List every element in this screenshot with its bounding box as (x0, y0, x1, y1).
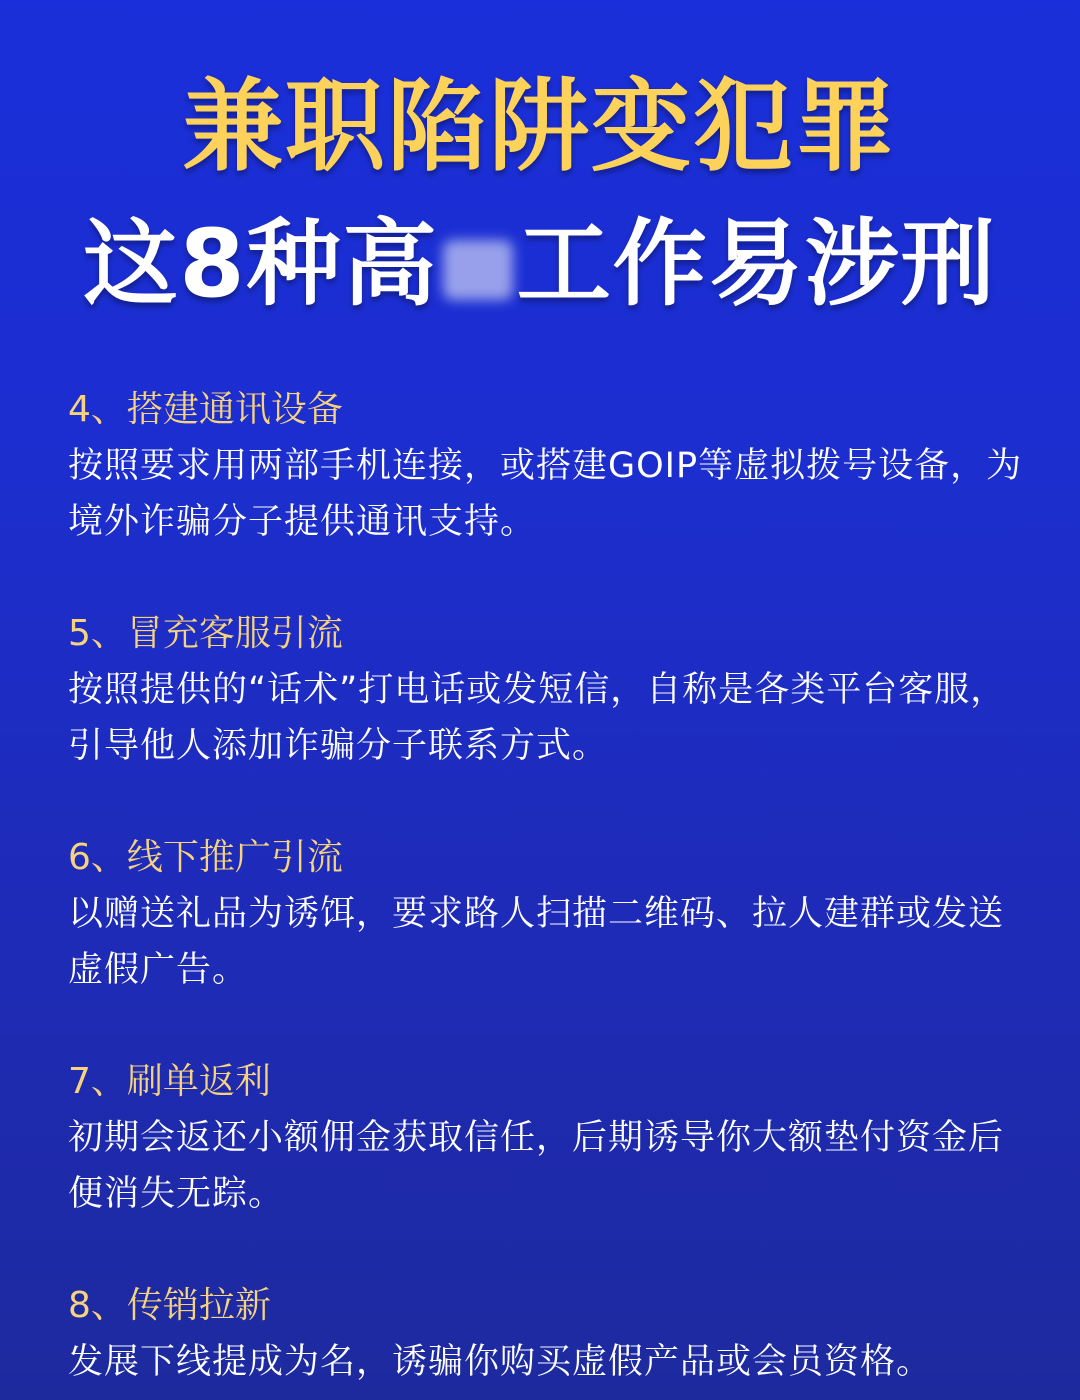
item-title: 8、传销拉新 (68, 1285, 271, 1326)
obscured-character (443, 240, 513, 300)
list-item (68, 606, 1028, 774)
list-item (68, 382, 1028, 550)
item-title: 7、刷单返利 (68, 1061, 271, 1102)
item-description: 按照要求用两部手机连接，或搭建GOIP等虚拟拨号设备，为境外诈骗分子提供通讯支持。 (68, 446, 1023, 542)
item-description: 发展下线提成为名，诱骗你购买虚假产品或会员资格。 (68, 1342, 933, 1382)
item-list (68, 382, 1028, 1400)
list-item (68, 1054, 1028, 1222)
item-title: 6、线下推广引流 (68, 837, 343, 878)
headline-line-2-end: 工作易涉刑 (516, 210, 997, 319)
headline-line-2-start: 这8种高 (83, 210, 439, 319)
headline-line-1: 兼职陷阱变犯罪 (183, 68, 897, 185)
item-description: 按照提供的“话术”打电话或发短信，自称是各类平台客服，引导他人添加诈骗分子联系方式。 (68, 670, 1007, 766)
item-description: 以赠送礼品为诱饵，要求路人扫描二维码、拉人建群或发送虚假广告。 (68, 894, 1005, 990)
item-title: 4、搭建通讯设备 (68, 389, 343, 430)
item-description: 初期会返还小额佣金获取信任，后期诱导你大额垫付资金后便消失无踪。 (68, 1118, 1005, 1214)
list-item (68, 830, 1028, 998)
item-title: 5、冒充客服引流 (68, 613, 343, 654)
headline-line-2 (0, 200, 1080, 330)
list-item (68, 1278, 1028, 1390)
